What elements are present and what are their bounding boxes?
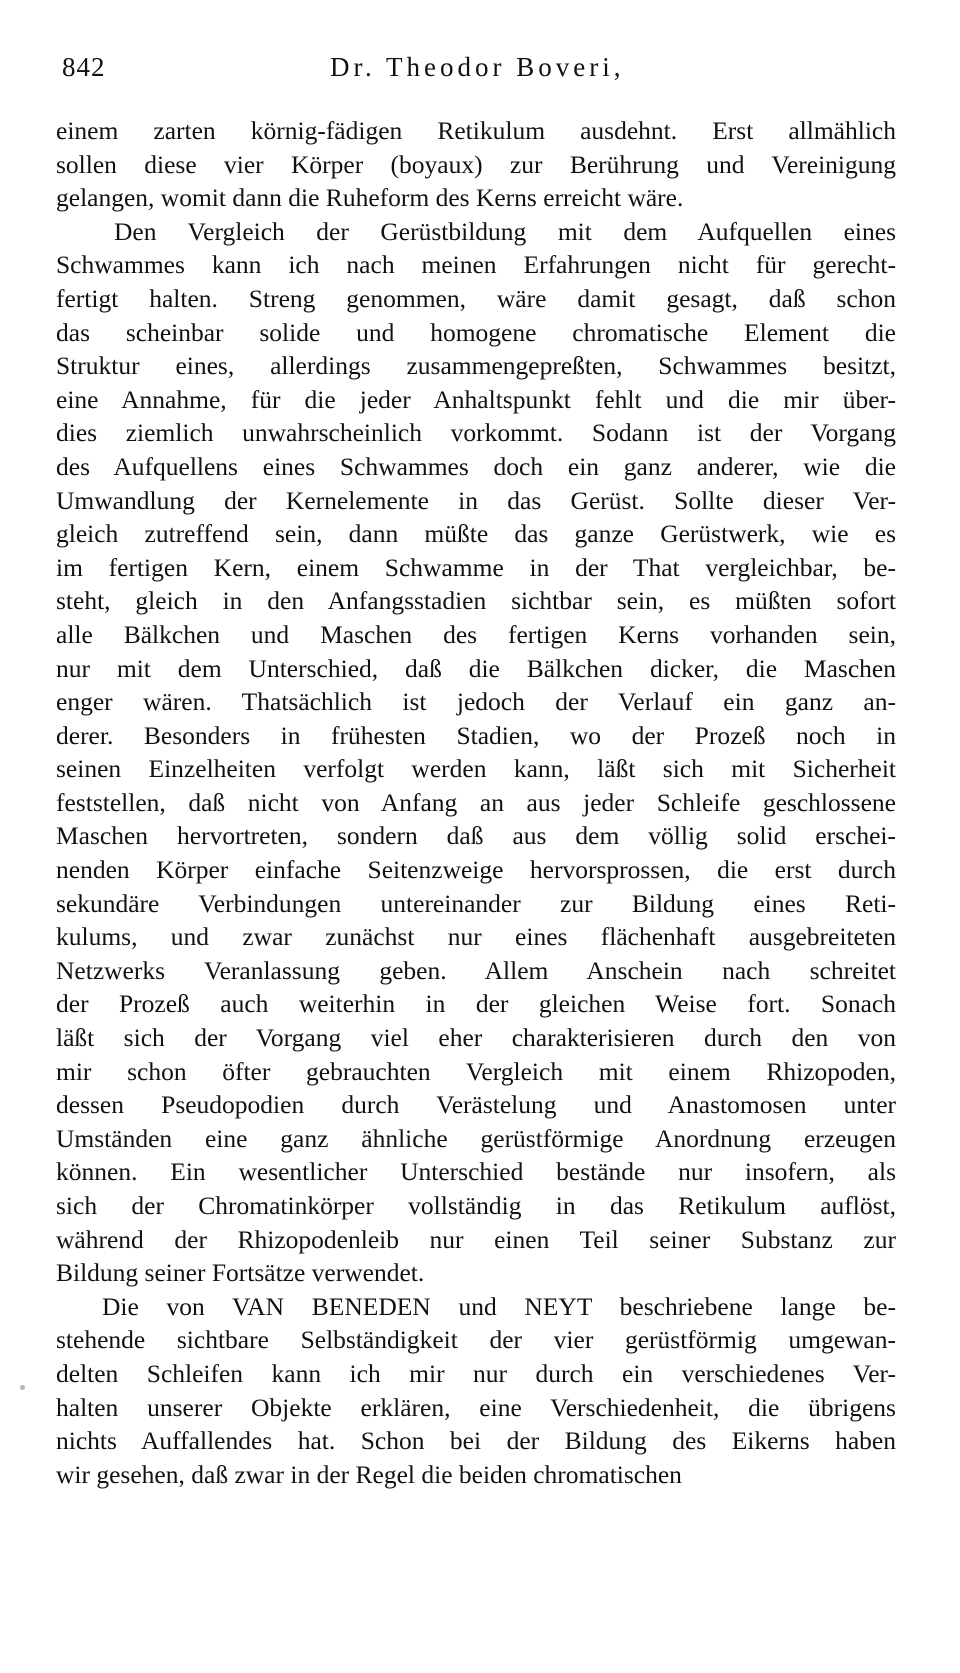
text-line: mir schon öfter gebrauchten Vergleich mit einem Rhizopoden, (56, 1056, 896, 1086)
text-line: derer. Besonders in frühesten Stadien, wo der Prozeß noch in (56, 720, 896, 750)
paper-speck (20, 1385, 25, 1390)
page-number: 842 (62, 52, 106, 82)
text-line: Die von VAN BENEDEN und NEYT beschriebene lange be- (102, 1291, 896, 1321)
text-line: sollen diese vier Körper (boyaux) zur Berührung und Vereinigung (56, 149, 896, 179)
text-line: läßt sich der Vorgang viel eher charakterisieren durch den von (56, 1023, 896, 1053)
text-line: seinen Einzelheiten verfolgt werden kann, läßt sich mit Sicherheit (56, 754, 896, 784)
text-line: eine Annahme, für die jeder Anhaltspunkt fehlt und die mir über- (56, 384, 896, 414)
body-text (56, 114, 896, 1491)
text-line: im fertigen Kern, einem Schwamme in der That vergleichbar, be- (56, 552, 896, 582)
text-line: das scheinbar solide und homogene chromatische Element die (56, 317, 896, 347)
text-line: stehende sichtbare Selbständigkeit der vier gerüstförmig umgewan- (56, 1325, 896, 1355)
paragraph (56, 1290, 896, 1492)
running-head: Dr. Theodor Boveri, (330, 52, 625, 82)
text-line: einem zarten körnig-fädigen Retikulum ausdehnt. Erst allmählich (56, 116, 896, 145)
text-line: Maschen hervortreten, sondern daß aus dem völlig solid erschei- (56, 821, 896, 851)
text-line: sekundäre Verbindungen untereinander zur Bildung eines Reti- (56, 888, 896, 918)
text-line: Den Vergleich der Gerüstbildung mit dem Aufquellen eines (114, 216, 896, 246)
text-line: Bildung seiner Fortsätze verwendet. (56, 1258, 425, 1288)
page-header (62, 52, 897, 92)
text-line: wir gesehen, daß zwar in der Regel die beiden chromatischen (56, 1459, 682, 1489)
text-line: kulums, und zwar zunächst nur eines flächenhaft ausgebreiteten (56, 922, 896, 952)
text-line: sich der Chromatinkörper vollständig in das Retikulum auflöst, (56, 1191, 896, 1220)
text-line: des Aufquellens eines Schwammes doch ein ganz anderer, wie die (56, 451, 896, 481)
text-line: gleich zutreffend sein, dann müßte das ganze Gerüstwerk, wie es (56, 519, 896, 549)
text-line: fertigt halten. Streng genommen, wäre damit gesagt, daß schon (56, 283, 896, 313)
text-line: steht, gleich in den Anfangsstadien sichtbar sein, es müßten sofort (56, 586, 896, 616)
text-line: nichts Auffallendes hat. Schon bei der Bildung des Eikerns haben (56, 1426, 896, 1456)
text-line: während der Rhizopodenleib nur einen Teil seiner Substanz zur (56, 1224, 896, 1254)
text-line: nur mit dem Unterschied, daß die Bälkchen dicker, die Maschen (56, 653, 896, 683)
text-line: Struktur eines, allerdings zusammengepreßten, Schwammes besitzt, (56, 351, 896, 381)
text-line: Umwandlung der Kernelemente in das Gerüst. Sollte dieser Ver- (56, 485, 896, 515)
text-line: feststellen, daß nicht von Anfang an aus jeder Schleife geschlossene (56, 787, 896, 817)
paragraph (56, 114, 896, 215)
text-line: gelangen, womit dann die Ruheform des Kerns erreicht wäre. (56, 183, 684, 213)
text-line: Netzwerks Veranlassung geben. Allem Anschein nach schreitet (56, 955, 896, 985)
text-line: delten Schleifen kann ich mir nur durch ein verschiedenes Ver- (56, 1358, 896, 1388)
text-line: Umständen eine ganz ähnliche gerüstförmige Anordnung erzeugen (56, 1123, 896, 1153)
text-line: dessen Pseudopodien durch Verästelung und Anastomosen unter (56, 1090, 896, 1120)
text-line: können. Ein wesentlicher Unterschied bestände nur insofern, als (56, 1157, 896, 1187)
text-line: halten unserer Objekte erklären, eine Verschiedenheit, die übrigens (56, 1392, 896, 1422)
text-line: Schwammes kann ich nach meinen Erfahrungen nicht für gerecht- (56, 250, 896, 280)
text-line: nenden Körper einfache Seitenzweige hervorsprossen, die erst durch (56, 855, 896, 885)
text-line: der Prozeß auch weiterhin in der gleichen Weise fort. Sonach (56, 989, 896, 1019)
text-line: alle Bälkchen und Maschen des fertigen Kerns vorhanden sein, (56, 619, 896, 649)
text-line: enger wären. Thatsächlich ist jedoch der Verlauf ein ganz an- (56, 687, 896, 717)
paragraph (56, 215, 896, 1290)
text-line: dies ziemlich unwahrscheinlich vorkommt. Sodann ist der Vorgang (56, 418, 896, 448)
